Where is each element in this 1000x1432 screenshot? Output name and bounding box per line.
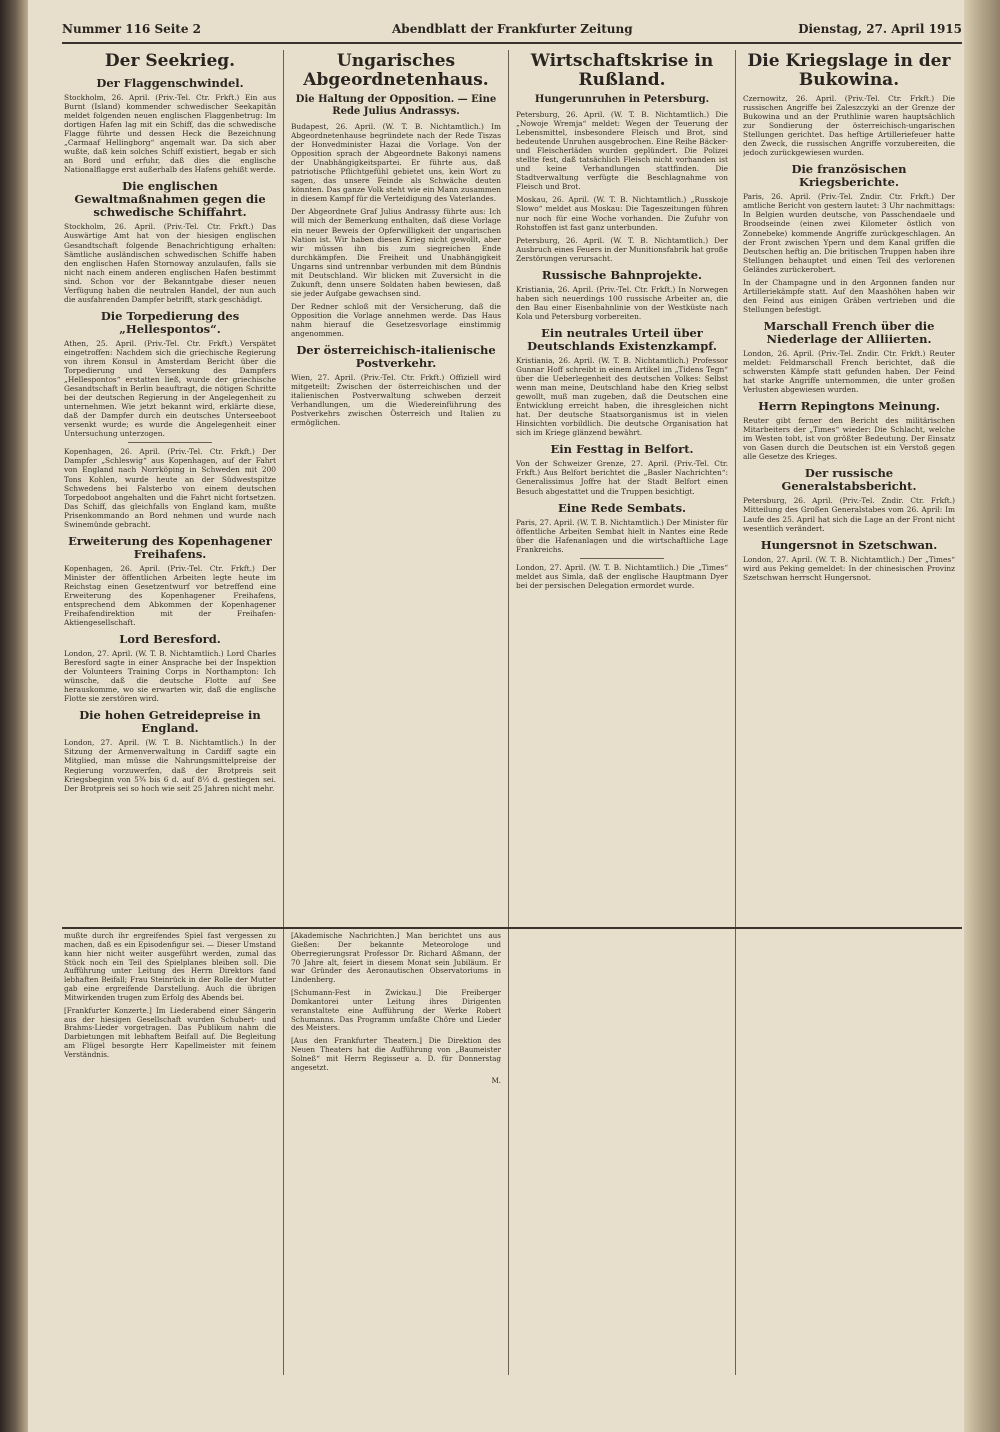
headline: Die Kriegslage in der Bukowina. xyxy=(747,51,951,90)
article-text: Kristiania, 26. April. (W. T. B. Nichtamtlich.) Professor Gunnar Hoff schreibt in einem Artikel im „Tidens Tegn“ über die Ueberlegenheit des deutschen Volkes: Selbst wenn man meine, Deutschland habe den Krieg selbst gewollt, muß man zugeben, daß die Deutschen eine Entwicklung erreicht haben, die ihresgleichen nicht hat. Der deutsche Staatsorganismus ist in vielen Hinsichten vorbildlich. Die deutsche Organisation hat sich im Kriege glänzend bewährt. xyxy=(516,355,728,438)
feuilleton-column-1 xyxy=(64,932,276,1372)
article-text: Moskau, 26. April. (W. T. B. Nichtamtlich.) „Russkoje Slowo“ meldet aus Moskau: Die Tageszeitungen führen nur noch für eine Woche vorhanden. Die Zufuhr von Rohstoffen ist fast ganz unterbunden. xyxy=(516,195,728,232)
issue-date: Dienstag, 27. April 1915 xyxy=(798,22,962,36)
section-title: Lord Beresford. xyxy=(119,632,221,647)
article-text: Czernowitz, 26. April. (Priv.-Tel. Ctr. Frkft.) Die russischen Angriffe bei Zaleszczyki an der Grenze der Bukowina und an der Pruthlinie waren hauptsächlich zur Sondierung der österreichisch-ungarischen Stellungen gerichtet. Das heftige Artilleriefeuer hatte den Zweck, die russischen Angriffe vorzubereiten, die jedoch zurückgewiesen wurden. xyxy=(743,94,955,158)
section-title: Der österreichisch-italienische Postverkehr. xyxy=(296,343,496,371)
column-rule xyxy=(508,50,509,1375)
divider xyxy=(128,442,213,443)
section-title: Der Flaggenschwindel. xyxy=(96,76,244,90)
section-title: Der russische Generalstabsbericht. xyxy=(781,466,917,494)
feuilleton-text: [Schumann-Fest in Zwickau.] Die Freiberger Domkantorei unter Leitung ihres Dirigenten veranstaltete eine Aufführung der Werke Robert Schumanns. Das Programm umfaßte Chöre und Lieder des Meisters. xyxy=(291,988,501,1033)
section-title: Russische Bahnprojekte. xyxy=(541,267,703,282)
headline: Der Seekrieg. xyxy=(104,51,236,71)
divider xyxy=(580,558,665,559)
book-binding xyxy=(0,0,28,1432)
article-text: Der Redner schloß mit der Versicherung, daß die Opposition die Vorlage annehmen werde. Das Haus nahm hierauf die Gesetzesvorlage einstimmig angenommen. xyxy=(291,301,501,339)
column-russland xyxy=(516,50,728,925)
article-text: London, 26. April. (Priv.-Tel. Zndir. Ctr. Frkft.) Reuter meldet: Feldmarschall French berichtet, daß die schwersten Kämpfe statt gefunden haben. Der Feind hat starke Angriffe unternommen, die unter großen Verlusten abgewiesen wurden. xyxy=(743,348,955,395)
subheadline: Die Haltung der Opposition. — Eine Rede Julius Andrassys. xyxy=(295,94,497,117)
paper-name: Abendblatt der Frankfurter Zeitung xyxy=(392,22,633,36)
feuilleton-text: [Aus den Frankfurter Theatern.] Die Direktion des Neuen Theaters hat die Aufführung von „Baumeister Solneß“ mit Herrn Regisseur a. D. für Donnerstag angesetzt. xyxy=(291,1036,501,1072)
masthead xyxy=(62,20,962,44)
article-text: Petersburg, 26. April. (W. T. B. Nichtamtlich.) Der Ausbruch eines Feuers in der Munitionsfabrik hat große Zerstörungen verursacht. xyxy=(516,235,728,263)
section-title: Ein neutrales Urteil über Deutschlands Existenzkampf. xyxy=(527,325,717,353)
section-title: Die hohen Getreidepreise in England. xyxy=(79,708,261,736)
column-bukowina xyxy=(743,50,955,1375)
article-text: London, 27. April. (W. T. B. Nichtamtlich.) Der „Times“ wird aus Peking gemeldet: In der chinesischen Provinz Szetschwan herrscht Hungersnot. xyxy=(743,554,955,582)
article-text: Kristiania, 26. April. (Priv.-Tel. Ctr. Frkft.) In Norwegen haben sich neuerdings 100 russische Arbeiter an, die den Bau einer Eisenbahnlinie von der Westküste nach Kola und Petersburg vorbereiten. xyxy=(516,284,728,321)
section-title: Die englischen Gewaltmaßnahmen gegen die schwedische Schiffahrt. xyxy=(74,179,266,220)
article-text: Der Abgeordnete Graf Julius Andrassy führte aus: Ich will mich der Bemerkung enthalten, daß diese Vorlage ein neuer Beweis der Opferwilligkeit der ungarischen Nation ist. Wir haben diesen Krieg nicht gewollt, aber wir müssen ihn bis zum siegreichen Ende durchkämpfen. Die Freiheit und Unabhängigkeit Ungarns sind untrennbar verbunden mit dem Bündnis mit Deutschland. Wir blicken mit Zuversicht in die Zukunft, denn unsere Soldaten haben bewiesen, daß sie jeder Aufgabe gewachsen sind. xyxy=(291,207,501,298)
column-rule xyxy=(283,50,284,1375)
headline: Wirtschaftskrise in Rußland. xyxy=(530,51,714,90)
article-text: Stockholm, 26. April. (Priv.-Tel. Ctr. Frkft.) Das Auswärtige Amt hat von der hiesigen englischen Gesandtschaft folgende Benachrichtigung erhalten: Sämtliche ausländischen schwedischen Schiffe haben den englischen Hafen Stornoway anzulaufen, falls sie nicht nach einem anderen englischen Hafen bestimmt sind. Schon vor der Bekanntgabe dieser neuen Verfügung haben die neutralen Handel, der nun auch die ausfahrenden Dampfer betrifft, stark geschädigt. xyxy=(64,222,276,304)
column-rule xyxy=(735,50,736,1375)
issue-number: Nummer 116 Seite 2 xyxy=(62,22,202,36)
section-title: Die Torpedierung des „Hellespontos“. xyxy=(100,308,240,336)
article-text: Petersburg, 26. April. (W. T. B. Nichtamtlich.) Die „Nowoje Wremja“ meldet: Wegen der Teuerung der Lebensmittel, insbesondere Fleisch und Brot, sind bedeutende Unruhen ausgebrochen. Eine Reihe Bäcker- und Fleischerläden wurden geplündert. Die Polizei stellte fest, daß tatsächlich Fleisch nicht vorhanden ist und keine Verhandlungen stattfinden. Die Stadtverwaltung verfügte die Beschlagnahme von Fleisch und Brot. xyxy=(516,110,728,192)
article-text: Kopenhagen, 26. April. (Priv.-Tel. Ctr. Frkft.) Der Minister der öffentlichen Arbeiten legte heute im Reichstag einen Gesetzentwurf vor betreffend eine Erweiterung des Kopenhagener Freihafens, entsprechend dem Abkommen der Kopenhagener Freihafendirektion mit der Freihafen-Aktiengesellschaft. xyxy=(64,563,276,628)
headline: Ungarisches Abgeordnetenhaus. xyxy=(303,51,489,90)
article-text: Athen, 25. April. (Priv.-Tel. Ctr. Frkft.) Verspätet eingetroffen: Nachdem sich die griechische Regierung von ihrem Konsul in Amsterdam Bericht über die Torpedierung und Versenkung des Dampfers „Hellespontos“ erstatten ließ, wurde der griechische Gesandtschaft in Berlin beauftragt, die nötigen Schritte bei der deutschen Regierung in der Angelegenheit zu unternehmen. Wie jetzt bekannt wird, erklärte diese, daß der Dampfer durch ein deutsches Unterseeboot versenkt wurde; es wurde die Angelegenheit einer Untersuchung unterzogen. xyxy=(64,338,276,439)
section-title: Marschall French über die Niederlage der Alliierten. xyxy=(763,318,935,346)
section-title: Eine Rede Sembats. xyxy=(557,500,687,515)
section-title: Die französischen Kriegsberichte. xyxy=(791,162,907,190)
section-title: Herrn Repingtons Meinung. xyxy=(758,399,940,414)
section-title: Ein Festtag in Belfort. xyxy=(550,442,694,457)
article-text: Stockholm, 26. April. (Priv.-Tel. Ctr. Frkft.) Ein aus Burnt (Island) kommender schwedischer Seekapitän meldet folgenden neuen englischen Flaggenbetrug: Im dortigen Hafen lag mit ein Schiff, das die schwedische Flagge führte und dessen Heck die Bezeichnung „Carmaaf Hellingborg“ angemalt war. Da sich aber wußte, daß kein solches Schiff existiert, begab er sich an Bord und erfuhr, daß dies die englische Nationalflagge erst außerhalb des Hafens gehißt werde. xyxy=(64,93,276,175)
feuilleton-text: [Akademische Nachrichten.] Man berichtet uns aus Gießen: Der bekannte Meteorologe und Oberregierungsrat Professor Dr. Richard Aßmann, der 70 Jahre alt, feiert in diesem Monat sein Jubiläum. Er war Gründer des Aeronautischen Observatoriums in Lindenberg. xyxy=(291,932,501,985)
article-text: London, 27. April. (W. T. B. Nichtamtlich.) Lord Charles Beresford sagte in einer Ansprache bei der Inspektion der Volunteers Training Corps in Northampton: Ich wünsche, daß die deutsche Flotte auf See herauskomme, wo sie erwarten wir, daß die englische Flotte sie zerstören wird. xyxy=(64,649,276,704)
article-text: London, 27. April. (W. T. B. Nichtamtlich.) Die „Times“ meldet aus Simla, daß der englische Hauptmann Dyer bei der persischen Delegation ermordet wurde. xyxy=(516,562,728,590)
author-signoff: M. xyxy=(491,1076,501,1085)
page-edge xyxy=(964,0,1000,1432)
article-text: Von der Schweizer Grenze, 27. April. (Priv.-Tel. Ctr. Frkft.) Aus Belfort berichtet die „Basler Nachrichten“: Generalissimus Joffre hat der Stadt Belfort einen Besuch abgestattet und die Truppen besichtigt. xyxy=(516,459,728,496)
feuilleton-text: mußte durch ihr ergreifendes Spiel fast vergessen zu machen, daß es ein Episodenfigur sei. — Dieser Umstand kann hier nicht weiter ausgeführt werden, zumal das Stück noch ein Teil des Spielplanes bleiben soll. Die Aufführung unter Leitung des Herrn Direktors fand lebhaften Beifall; Frau Steinrück in der Rolle der Mutter gab eine ergreifende Darstellung. Auch die übrigen Mitwirkenden trugen zum Erfolg des Abends bei. xyxy=(64,932,276,1002)
article-text: Petersburg, 26. April. (Priv.-Tel. Zndir. Ctr. Frkft.) Mitteilung des Großen Generalstabes vom 26. April: Im Laufe des 25. April hat sich die Lage an der Front nicht wesentlich verändert. xyxy=(743,496,955,533)
column-seekrieg xyxy=(64,50,276,925)
feuilleton-text: [Frankfurter Konzerte.] Im Liederabend einer Sängerin aus der hiesigen Gesellschaft wurden Schubert- und Brahms-Lieder vorgetragen. Das Publikum nahm die Darbietungen mit lebhaftem Beifall auf. Die Begleitung am Flügel besorgte Herr Kapellmeister mit feinem Verständnis. xyxy=(64,1005,276,1059)
article-text: Paris, 27. April. (W. T. B. Nichtamtlich.) Der Minister für öffentliche Arbeiten Sembat hielt in Nantes eine Rede über die Hafenanlagen und die wirtschaftliche Lage Frankreichs. xyxy=(516,517,728,554)
article-text: Kopenhagen, 26. April. (Priv.-Tel. Ctr. Frkft.) Der Dampfer „Schleswig“ aus Kopenhagen, auf der Fahrt von England nach Norrköping in Schweden mit 200 Tons Kohlen, wurde heute an der Südwestspitze Schwedens bei Falsterbo von einem deutschen Torpedoboot angehalten und die Fahrt nicht fortsetzen. Das Schiff, das gleichfalls von England kam, mußte Prisenkommando an Bord nehmen und wurde nach Swinemünde gebracht. xyxy=(64,447,276,529)
section-title: Erweiterung des Kopenhagener Freihafens. xyxy=(68,533,272,561)
article-text: Budapest, 26. April. (W. T. B. Nichtamtlich.) Im Abgeordnetenhause begründete nach der Rede Tiszas der Honvedminister Hazai die Vorlage. Von der Opposition sprach der Abgeordnete Bakonyi namens der Unabhängigkeitspartei. Er führte aus, daß patriotische Pflichtgefühl gebietet uns, kein Wort zu sagen, das unsere Feinde als Schwäche deuten könnten. Das ganze Volk steht wie ein Mann zusammen in diesem Kampf für die Verteidigung des Vaterlandes. xyxy=(291,122,501,204)
subheadline: Hungerunruhen in Petersburg. xyxy=(534,94,710,105)
section-title: Hungersnot in Szetschwan. xyxy=(760,537,938,552)
article-text: London, 27. April. (W. T. B. Nichtamtlich.) In der Sitzung der Armenverwaltung in Cardiff sagte ein Mitglied, man müsse die Nahrungsmittelpreise der Regierung vorzuwerfen, daß der Brotpreis seit Kriegsbeginn von 5¾ bis 6 d. auf 8½ d. gestiegen sei. Der Brotpreis sei so hoch wie seit 25 Jahren nicht mehr. xyxy=(64,738,276,793)
article-text: Paris, 26. April. (Priv.-Tel. Zndir. Ctr. Frkft.) Der amtliche Bericht von gestern lautet: 3 Uhr nachmittags: In Belgien wurden deutsche, von Passchendaele und Broodseinde (einen zwei Kilometer östlich von Zonnebeke) kommende Angriffe zurückgeschlagen. An der Front zwischen Ypern und dem Kanal griffen die Deutschen heftig an. Die britischen Truppen haben ihre Stellungen behauptet und einen Teil des verlorenen Geländes zurückerobert. xyxy=(743,192,955,274)
article-text: Reuter gibt ferner den Bericht des militärischen Mitarbeiters der „Times“ wieder: Die Schlacht, welche im Westen tobt, ist von größter Bedeutung. Der Einsatz von Gasen durch die Deutschen ist ein Verstoß gegen alle Gesetze des Krieges. xyxy=(743,416,955,462)
article-text: In der Champagne und in den Argonnen fanden nur Artilleriekämpfe statt. Auf den Maashöhen haben wir den Feind aus einigen Gräben vertrieben und die Stellungen befestigt. xyxy=(743,277,955,314)
column-ungarn xyxy=(291,50,501,925)
feuilleton-column-2 xyxy=(291,932,501,1372)
article-text: Wien, 27. April. (Priv.-Tel. Ctr. Frkft.) Offiziell wird mitgeteilt: Zwischen der österreichischen und der italienischen Postverwaltung schweben derzeit Verhandlungen, um die Wiedereinführung des Postverkehrs zwischen Österreich und Italien zu ermöglichen. xyxy=(291,373,501,428)
